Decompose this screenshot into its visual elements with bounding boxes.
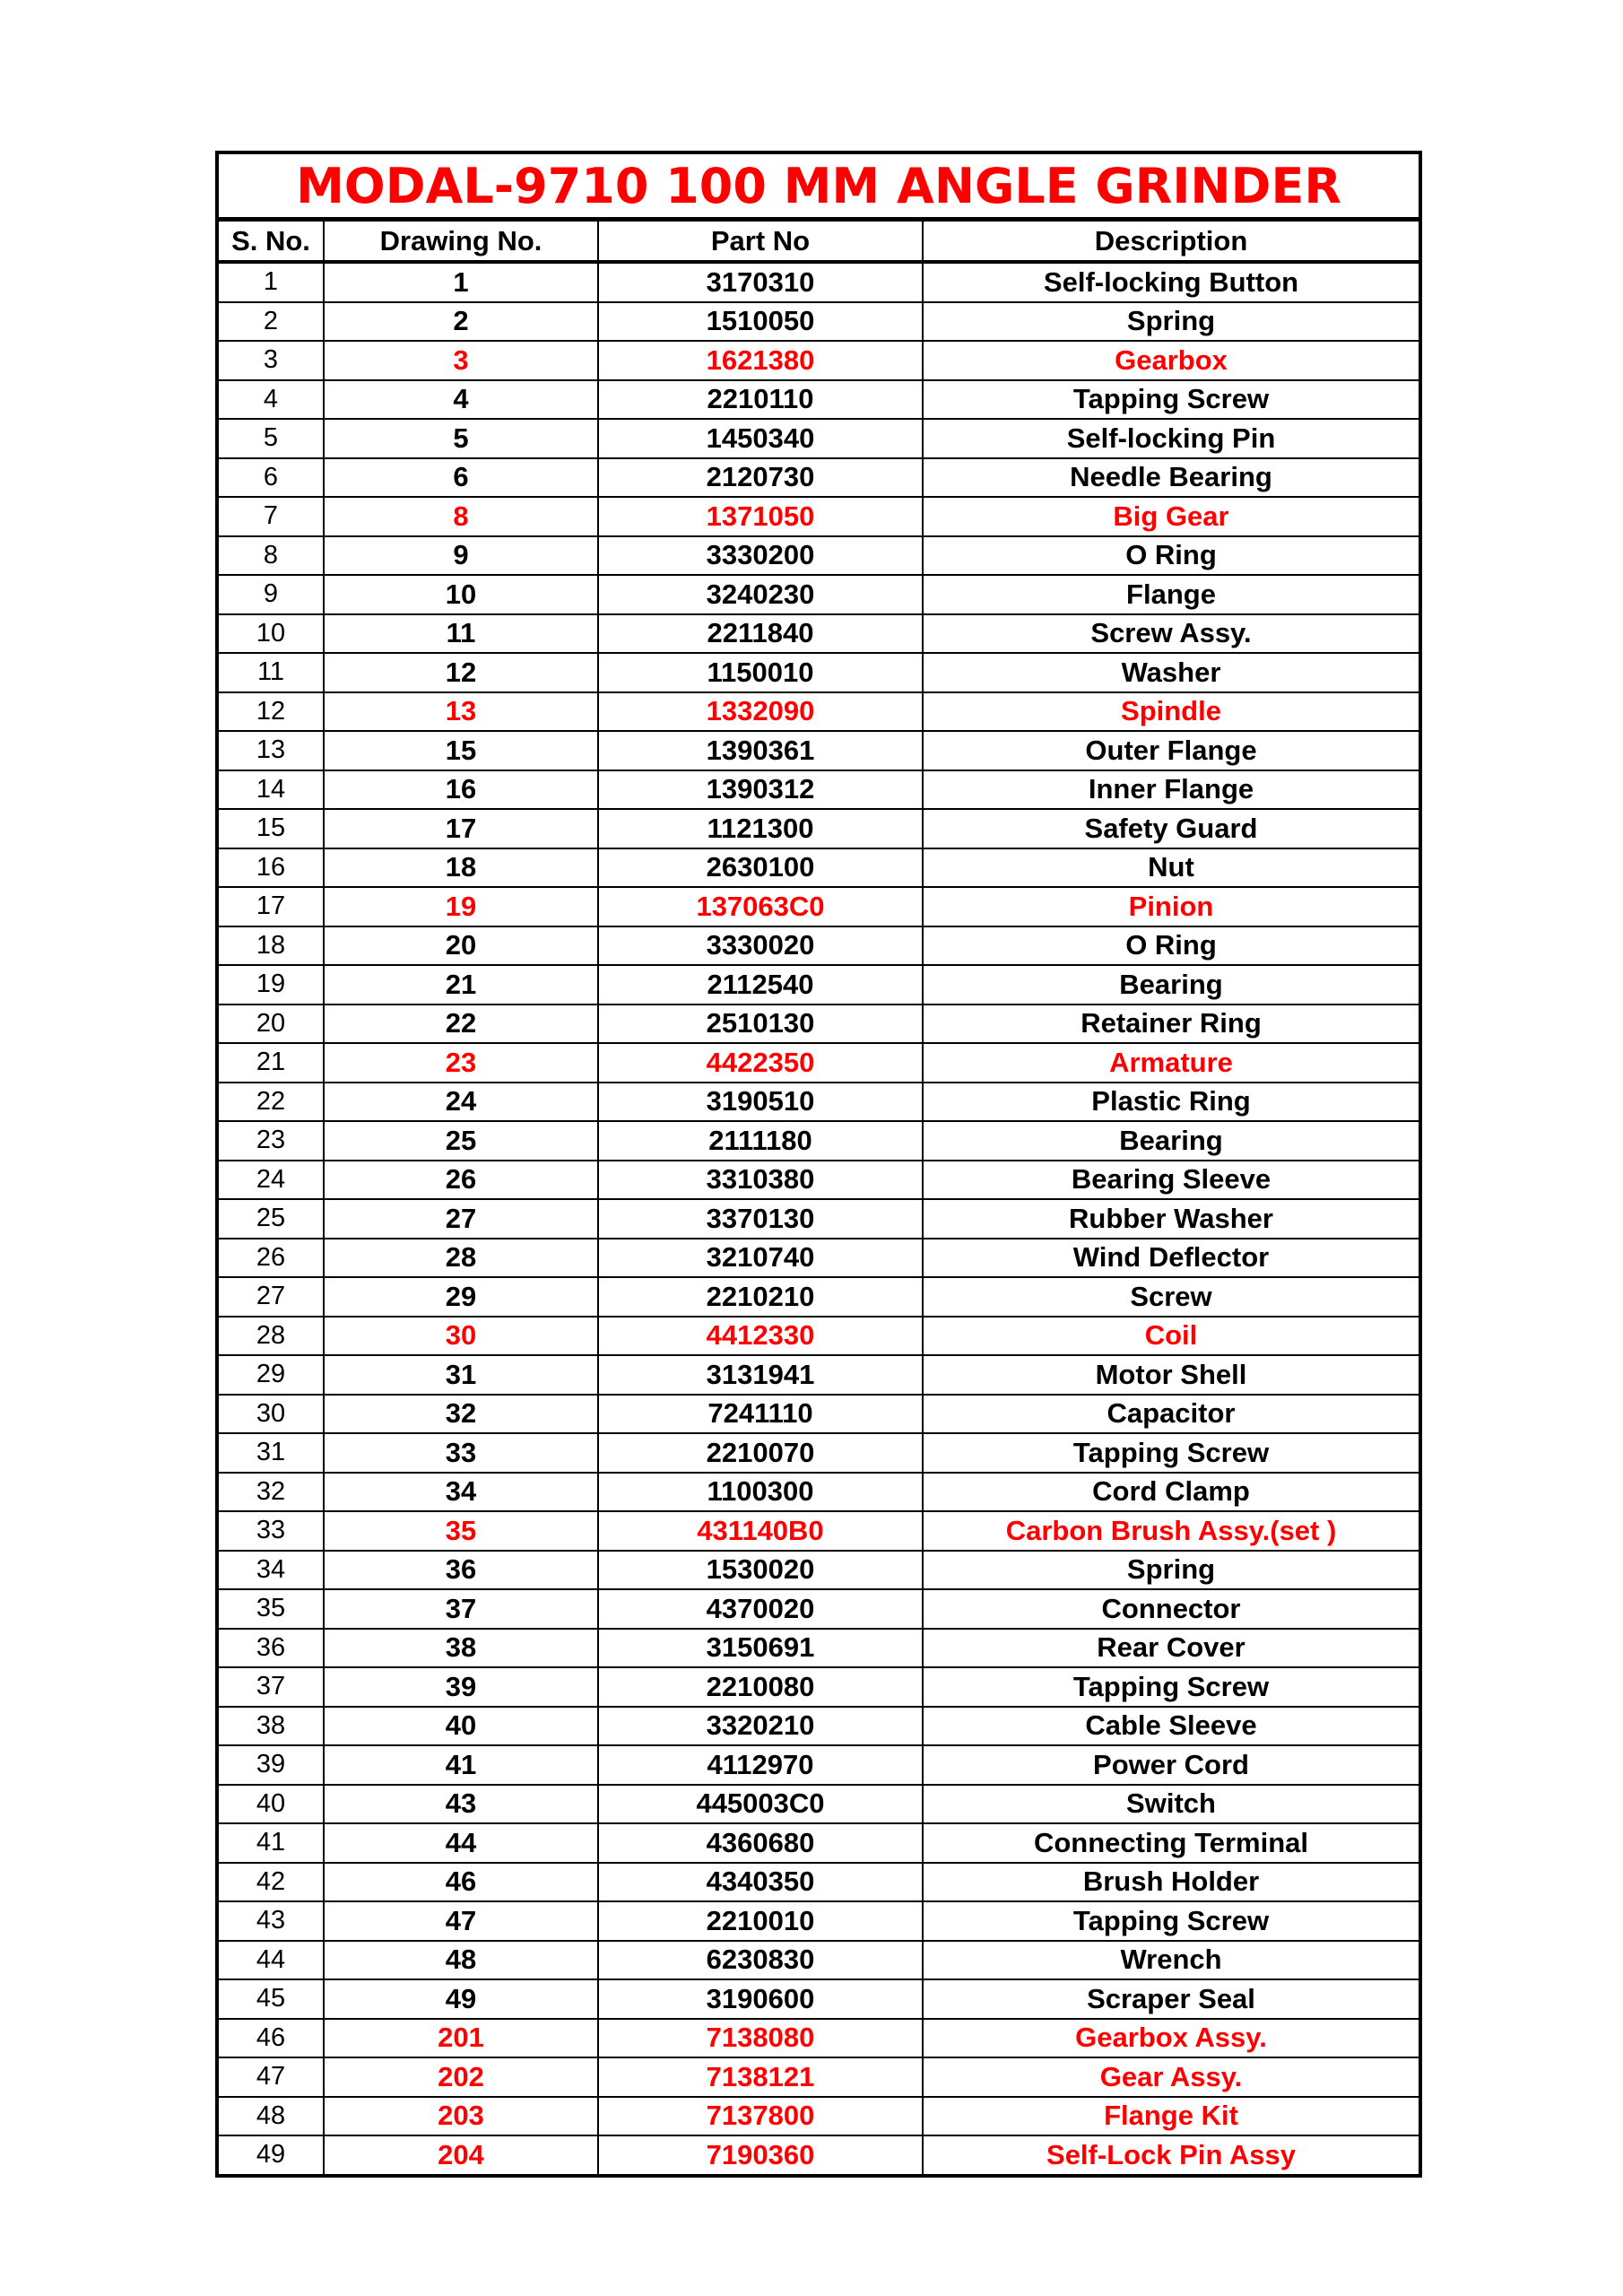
table-row	[219, 926, 1419, 966]
row-part-no: 7190360	[598, 2135, 923, 2174]
row-drawing-no: 204	[324, 2135, 598, 2174]
row-description: Gear Assy.	[923, 2057, 1419, 2097]
row-drawing-no: 19	[324, 887, 598, 926]
row-sno: 31	[219, 1433, 324, 1473]
row-sno: 36	[219, 1629, 324, 1668]
row-part-no: 3320210	[598, 1707, 923, 1746]
row-drawing-no: 25	[324, 1121, 598, 1161]
row-part-no: 137063C0	[598, 887, 923, 926]
row-description: Tapping Screw	[923, 380, 1419, 420]
row-part-no: 1621380	[598, 341, 923, 380]
row-description: Safety Guard	[923, 809, 1419, 848]
row-description: Self-Lock Pin Assy	[923, 2135, 1419, 2174]
table-row	[219, 1355, 1419, 1395]
row-drawing-no: 46	[324, 1863, 598, 1902]
row-part-no: 1150010	[598, 653, 923, 692]
row-drawing-no: 35	[324, 1511, 598, 1551]
row-description: Spring	[923, 302, 1419, 342]
row-part-no: 1390361	[598, 731, 923, 770]
row-drawing-no: 22	[324, 1004, 598, 1044]
row-drawing-no: 27	[324, 1199, 598, 1239]
row-drawing-no: 24	[324, 1083, 598, 1122]
row-part-no: 431140B0	[598, 1511, 923, 1551]
table-row	[219, 1121, 1419, 1161]
row-part-no: 3170310	[598, 262, 923, 302]
row-description: Pinion	[923, 887, 1419, 926]
row-part-no: 2210080	[598, 1667, 923, 1707]
row-description: Power Cord	[923, 1745, 1419, 1785]
table-row	[219, 2097, 1419, 2136]
table-row	[219, 1043, 1419, 1083]
row-sno: 40	[219, 1785, 324, 1824]
table-row	[219, 1979, 1419, 2019]
row-description: Inner Flange	[923, 770, 1419, 810]
row-sno: 38	[219, 1707, 324, 1746]
row-drawing-no: 41	[324, 1745, 598, 1785]
row-description: Flange Kit	[923, 2097, 1419, 2136]
table-row	[219, 2135, 1419, 2174]
row-part-no: 1530020	[598, 1551, 923, 1590]
row-sno: 42	[219, 1863, 324, 1902]
row-part-no: 3131941	[598, 1355, 923, 1395]
row-drawing-no: 37	[324, 1589, 598, 1629]
row-drawing-no: 6	[324, 458, 598, 498]
row-sno: 9	[219, 575, 324, 614]
parts-list-sheet	[215, 151, 1422, 2178]
row-sno: 43	[219, 1901, 324, 1941]
table-row	[219, 1785, 1419, 1824]
row-description: O Ring	[923, 536, 1419, 576]
row-description: Carbon Brush Assy.(set )	[923, 1511, 1419, 1551]
row-sno: 30	[219, 1395, 324, 1434]
row-sno: 45	[219, 1979, 324, 2019]
row-part-no: 2210070	[598, 1433, 923, 1473]
row-sno: 14	[219, 770, 324, 810]
row-sno: 26	[219, 1239, 324, 1278]
row-drawing-no: 3	[324, 341, 598, 380]
row-sno: 24	[219, 1161, 324, 1200]
row-part-no: 1510050	[598, 302, 923, 342]
table-row	[219, 536, 1419, 576]
row-drawing-no: 12	[324, 653, 598, 692]
document-title: MODAL-9710 100 MM ANGLE GRINDER	[219, 154, 1419, 220]
table-row	[219, 809, 1419, 848]
table-row	[219, 2019, 1419, 2058]
row-part-no: 1450340	[598, 419, 923, 458]
row-description: Tapping Screw	[923, 1901, 1419, 1941]
row-sno: 29	[219, 1355, 324, 1395]
row-drawing-no: 13	[324, 692, 598, 732]
row-description: Self-locking Pin	[923, 419, 1419, 458]
row-part-no: 3330020	[598, 926, 923, 966]
table-row	[219, 1589, 1419, 1629]
table-row	[219, 887, 1419, 926]
row-drawing-no: 202	[324, 2057, 598, 2097]
row-part-no: 2211840	[598, 614, 923, 654]
table-row	[219, 1239, 1419, 1278]
table-row	[219, 497, 1419, 536]
row-drawing-no: 28	[324, 1239, 598, 1278]
row-part-no: 3190600	[598, 1979, 923, 2019]
row-drawing-no: 4	[324, 380, 598, 420]
row-description: Self-locking Button	[923, 262, 1419, 302]
row-sno: 13	[219, 731, 324, 770]
row-part-no: 4422350	[598, 1043, 923, 1083]
row-sno: 25	[219, 1199, 324, 1239]
row-part-no: 4370020	[598, 1589, 923, 1629]
row-sno: 41	[219, 1823, 324, 1863]
row-part-no: 2120730	[598, 458, 923, 498]
row-sno: 33	[219, 1511, 324, 1551]
row-sno: 16	[219, 848, 324, 888]
row-description: Scraper Seal	[923, 1979, 1419, 2019]
row-sno: 7	[219, 497, 324, 536]
row-description: Bearing	[923, 1121, 1419, 1161]
row-description: Washer	[923, 653, 1419, 692]
header-part-no: Part No	[598, 221, 923, 262]
header-row	[219, 221, 1419, 262]
header-sno: S. No.	[219, 221, 324, 262]
header-description: Description	[923, 221, 1419, 262]
table-row	[219, 1511, 1419, 1551]
row-description: Capacitor	[923, 1395, 1419, 1434]
row-sno: 4	[219, 380, 324, 420]
row-description: Wind Deflector	[923, 1239, 1419, 1278]
row-part-no: 2630100	[598, 848, 923, 888]
table-row	[219, 965, 1419, 1004]
row-drawing-no: 38	[324, 1629, 598, 1668]
table-row	[219, 419, 1419, 458]
row-drawing-no: 31	[324, 1355, 598, 1395]
row-description: Rear Cover	[923, 1629, 1419, 1668]
row-part-no: 1332090	[598, 692, 923, 732]
row-description: Bearing Sleeve	[923, 1161, 1419, 1200]
row-drawing-no: 9	[324, 536, 598, 576]
row-description: Nut	[923, 848, 1419, 888]
table-row	[219, 1629, 1419, 1668]
row-part-no: 2210210	[598, 1277, 923, 1317]
row-description: Outer Flange	[923, 731, 1419, 770]
row-sno: 21	[219, 1043, 324, 1083]
row-description: Rubber Washer	[923, 1199, 1419, 1239]
row-sno: 39	[219, 1745, 324, 1785]
row-sno: 17	[219, 887, 324, 926]
table-row	[219, 458, 1419, 498]
table-row	[219, 1004, 1419, 1044]
row-part-no: 7241110	[598, 1395, 923, 1434]
header-drawing-no: Drawing No.	[324, 221, 598, 262]
row-description: Screw	[923, 1277, 1419, 1317]
table-row	[219, 1083, 1419, 1122]
table-row	[219, 770, 1419, 810]
row-part-no: 2210110	[598, 380, 923, 420]
row-description: Gearbox Assy.	[923, 2019, 1419, 2058]
row-description: Screw Assy.	[923, 614, 1419, 654]
row-part-no: 1371050	[598, 497, 923, 536]
row-description: Needle Bearing	[923, 458, 1419, 498]
row-sno: 11	[219, 653, 324, 692]
row-description: Spindle	[923, 692, 1419, 732]
row-description: Connector	[923, 1589, 1419, 1629]
row-part-no: 6230830	[598, 1941, 923, 1980]
table-row	[219, 731, 1419, 770]
table-row	[219, 262, 1419, 302]
row-sno: 27	[219, 1277, 324, 1317]
table-row	[219, 848, 1419, 888]
table-row	[219, 1863, 1419, 1902]
row-description: Spring	[923, 1551, 1419, 1590]
row-drawing-no: 49	[324, 1979, 598, 2019]
row-part-no: 4360680	[598, 1823, 923, 1863]
row-drawing-no: 48	[324, 1941, 598, 1980]
row-drawing-no: 8	[324, 497, 598, 536]
table-row	[219, 1317, 1419, 1356]
row-drawing-no: 20	[324, 926, 598, 966]
row-description: Big Gear	[923, 497, 1419, 536]
row-description: Plastic Ring	[923, 1083, 1419, 1122]
row-drawing-no: 11	[324, 614, 598, 654]
row-drawing-no: 44	[324, 1823, 598, 1863]
row-drawing-no: 1	[324, 262, 598, 302]
row-sno: 35	[219, 1589, 324, 1629]
table-row	[219, 1199, 1419, 1239]
row-part-no: 445003C0	[598, 1785, 923, 1824]
row-drawing-no: 21	[324, 965, 598, 1004]
table-row	[219, 1745, 1419, 1785]
row-part-no: 7138121	[598, 2057, 923, 2097]
row-drawing-no: 47	[324, 1901, 598, 1941]
row-sno: 5	[219, 419, 324, 458]
row-description: Flange	[923, 575, 1419, 614]
table-row	[219, 1277, 1419, 1317]
row-part-no: 7138080	[598, 2019, 923, 2058]
row-sno: 8	[219, 536, 324, 576]
row-drawing-no: 18	[324, 848, 598, 888]
row-drawing-no: 23	[324, 1043, 598, 1083]
row-sno: 32	[219, 1473, 324, 1512]
table-row	[219, 1707, 1419, 1746]
table-row	[219, 1473, 1419, 1512]
row-sno: 10	[219, 614, 324, 654]
row-description: Gearbox	[923, 341, 1419, 380]
table-row	[219, 1433, 1419, 1473]
parts-table	[219, 220, 1419, 2174]
row-description: Bearing	[923, 965, 1419, 1004]
row-drawing-no: 39	[324, 1667, 598, 1707]
row-sno: 34	[219, 1551, 324, 1590]
row-drawing-no: 30	[324, 1317, 598, 1356]
row-drawing-no: 29	[324, 1277, 598, 1317]
row-description: Connecting Terminal	[923, 1823, 1419, 1863]
row-description: Armature	[923, 1043, 1419, 1083]
row-sno: 20	[219, 1004, 324, 1044]
row-drawing-no: 26	[324, 1161, 598, 1200]
row-part-no: 1390312	[598, 770, 923, 810]
row-drawing-no: 33	[324, 1433, 598, 1473]
row-part-no: 3310380	[598, 1161, 923, 1200]
row-sno: 1	[219, 262, 324, 302]
table-header	[219, 221, 1419, 262]
row-part-no: 2111180	[598, 1121, 923, 1161]
row-drawing-no: 15	[324, 731, 598, 770]
row-drawing-no: 32	[324, 1395, 598, 1434]
row-part-no: 3330200	[598, 536, 923, 576]
row-part-no: 2112540	[598, 965, 923, 1004]
row-description: Brush Holder	[923, 1863, 1419, 1902]
table-row	[219, 1551, 1419, 1590]
row-description: Tapping Screw	[923, 1667, 1419, 1707]
row-sno: 44	[219, 1941, 324, 1980]
table-row	[219, 1395, 1419, 1434]
table-row	[219, 341, 1419, 380]
table-row	[219, 653, 1419, 692]
table-row	[219, 302, 1419, 342]
row-description: O Ring	[923, 926, 1419, 966]
row-part-no: 3210740	[598, 1239, 923, 1278]
row-part-no: 1121300	[598, 809, 923, 848]
row-part-no: 3150691	[598, 1629, 923, 1668]
row-sno: 3	[219, 341, 324, 380]
row-sno: 49	[219, 2135, 324, 2174]
row-part-no: 4112970	[598, 1745, 923, 1785]
row-part-no: 4340350	[598, 1863, 923, 1902]
row-sno: 2	[219, 302, 324, 342]
table-row	[219, 380, 1419, 420]
row-description: Motor Shell	[923, 1355, 1419, 1395]
row-sno: 28	[219, 1317, 324, 1356]
row-part-no: 7137800	[598, 2097, 923, 2136]
row-sno: 15	[219, 809, 324, 848]
row-part-no: 1100300	[598, 1473, 923, 1512]
table-row	[219, 1161, 1419, 1200]
table-row	[219, 1941, 1419, 1980]
table-body	[219, 262, 1419, 2174]
table-row	[219, 614, 1419, 654]
row-description: Cable Sleeve	[923, 1707, 1419, 1746]
table-row	[219, 2057, 1419, 2097]
row-drawing-no: 16	[324, 770, 598, 810]
row-drawing-no: 43	[324, 1785, 598, 1824]
table-row	[219, 692, 1419, 732]
row-description: Switch	[923, 1785, 1419, 1824]
row-description: Coil	[923, 1317, 1419, 1356]
row-sno: 19	[219, 965, 324, 1004]
row-description: Retainer Ring	[923, 1004, 1419, 1044]
row-description: Cord Clamp	[923, 1473, 1419, 1512]
row-sno: 37	[219, 1667, 324, 1707]
row-drawing-no: 40	[324, 1707, 598, 1746]
row-sno: 18	[219, 926, 324, 966]
table-row	[219, 575, 1419, 614]
row-part-no: 4412330	[598, 1317, 923, 1356]
table-row	[219, 1901, 1419, 1941]
row-sno: 47	[219, 2057, 324, 2097]
row-drawing-no: 2	[324, 302, 598, 342]
row-drawing-no: 36	[324, 1551, 598, 1590]
row-description: Wrench	[923, 1941, 1419, 1980]
row-part-no: 3240230	[598, 575, 923, 614]
table-row	[219, 1823, 1419, 1863]
row-part-no: 2210010	[598, 1901, 923, 1941]
row-part-no: 3370130	[598, 1199, 923, 1239]
row-sno: 22	[219, 1083, 324, 1122]
row-drawing-no: 201	[324, 2019, 598, 2058]
row-sno: 6	[219, 458, 324, 498]
row-drawing-no: 203	[324, 2097, 598, 2136]
row-sno: 46	[219, 2019, 324, 2058]
row-part-no: 3190510	[598, 1083, 923, 1122]
row-sno: 48	[219, 2097, 324, 2136]
row-drawing-no: 5	[324, 419, 598, 458]
row-drawing-no: 17	[324, 809, 598, 848]
row-description: Tapping Screw	[923, 1433, 1419, 1473]
row-part-no: 2510130	[598, 1004, 923, 1044]
row-drawing-no: 34	[324, 1473, 598, 1512]
row-sno: 12	[219, 692, 324, 732]
row-sno: 23	[219, 1121, 324, 1161]
row-drawing-no: 10	[324, 575, 598, 614]
table-row	[219, 1667, 1419, 1707]
